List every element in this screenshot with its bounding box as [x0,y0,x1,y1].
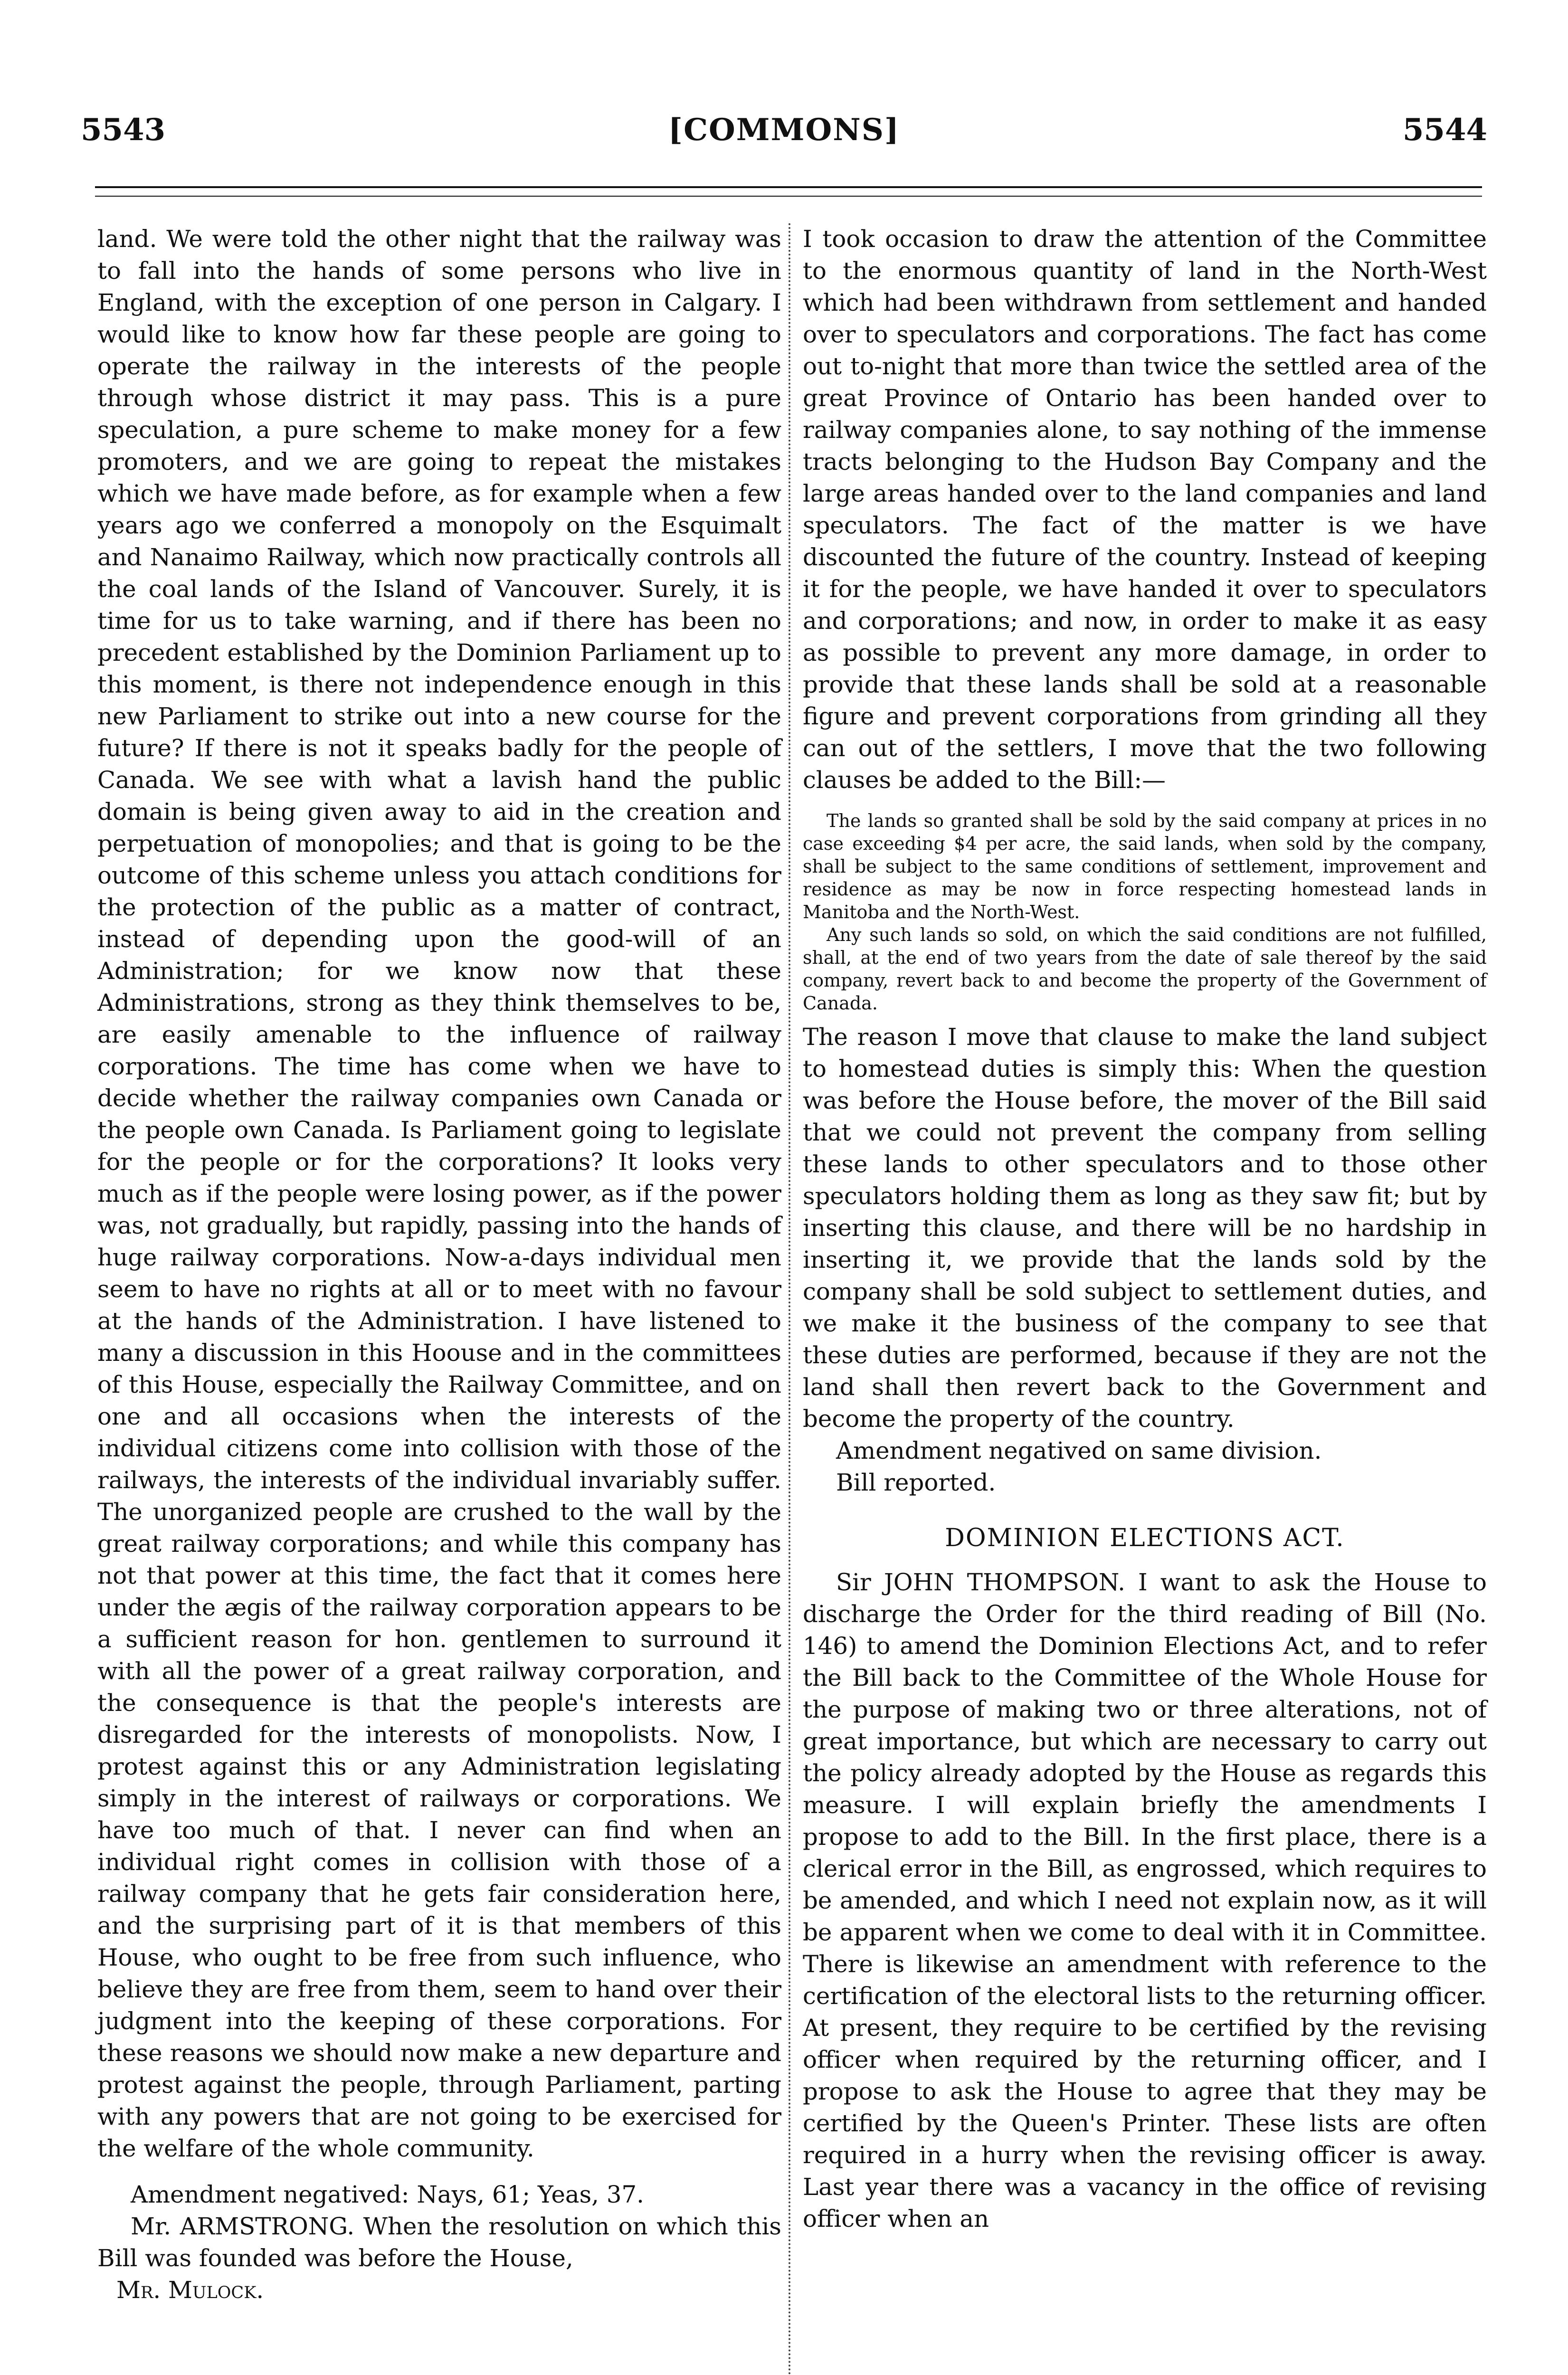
page-title: [COMMONS] [668,112,900,148]
proposed-clause-2: Any such lands so sold, on which the said conditions are not fulfilled, shall, at the end of two years from the date of sale thereof by the said company, revert back to and become the property of the Government of Canada. [803,924,1487,1014]
amendment-result: Amendment negatived: Nays, 61; Yeas, 37. [131,2181,645,2208]
page-header [0,112,1568,164]
right-paragraph-2: The reason I move that clause to make the land subject to homestead duties is simply this: When the question was before the House before, the mover of the Bill said that we could not prevent the company from selling these lands to other speculators and to those other speculators holding them as long as they saw fit; but by inserting this clause, and there will be no hardship in inserting it, we provide that the lands sold by the company shall be sold subject to settlement duties, and we make it the business of the company to see that these duties are performed, because if they are not the land shall then revert back to the Government and become the property of the country. [803,1023,1487,1433]
header-rule-thin [95,196,1482,197]
header-rule-thick [95,186,1482,188]
amendment-negatived: Amendment negatived on same division. [836,1437,1322,1464]
section-heading: DOMINION ELECTIONS ACT. [945,1524,1345,1552]
right-column [803,223,1487,2235]
column-divider [789,223,790,2375]
bill-reported: Bill reported. [836,1469,996,1496]
armstrong-speech: Mr. ARMSTRONG. When the resolution on which this Bill was founded was before the House, [97,2213,781,2272]
thompson-speech: Sir JOHN THOMPSON. I want to ask the House to discharge the Order for the third reading of Bill (No. 146) to amend the Dominion Elections Act, and to refer the Bill back to the Committee of the Whole House for the purpose of making two or three alterations, not of great importance, but which are necessary to carry out the policy already adopted by the House as regards this measure. I will explain briefly the amendments I propose to add to the Bill. In the first place, there is a clerical error in the Bill, as engrossed, which requires to be amended, and which I need not explain now, as it will be apparent when we come to deal with it in Committee. There is likewise an amendment with reference to the certification of the electoral lists to the returning officer. At present, they require to be certified by the revising officer when required by the returning officer, and I propose to ask the House to agree that they may be certified by the Queen's Printer. These lists are often required in a hurry when the revising officer is away. Last year there was a vacancy in the office of revising officer when an [803,1568,1487,2232]
running-footer-speaker: Mr. Mulock. [116,2276,264,2304]
proposed-clauses [803,809,1487,1015]
right-paragraph-1: I took occasion to draw the attention of the Committee to the enormous quantity of land in the North-West which had been withdrawn from settlement and handed over to speculators and corporations. The fact has come out to-night that more than twice the settled area of the great Province of Ontario has been handed over to railway companies alone, to say nothing of the immense tracts belonging to the Hudson Bay Company and the large areas handed over to the land companies and land speculators. The fact of the matter is we have discounted the future of the country. Instead of keeping it for the people, we have handed it over to speculators and corporations; and now, in order to make it as easy as possible to prevent any more damage, in order to provide that these lands shall be sold at a reasonable figure and prevent corporations from grinding all they can out of the settlers, I move that the two following clauses be added to the Bill:— [803,225,1487,794]
proposed-clause-1: The lands so granted shall be sold by the said company at prices in no case exceeding $4 per acre, the said lands, when sold by the company, shall be subject to the same conditions of settlement, improvement and residence as may be now in force respecting homestead lands in Manitoba and the North-West. [803,810,1487,922]
left-column [97,223,781,2306]
page-number-left: 5543 [81,112,166,148]
page-number-right: 5544 [1402,112,1487,148]
left-paragraph-1: land. We were told the other night that the railway was to fall into the hands of some persons who live in England, with the exception of one person in Calgary. I would like to know how far these people are going to operate the railway in the interests of the people through whose district it may pass. This is a pure speculation, a pure scheme to make money for a few promoters, and we are going to repeat the mistakes which we have made before, as for example when a few years ago we conferred a monopoly on the Esquimalt and Nanaimo Railway, which now practically controls all the coal lands of the Island of Vancouver. Surely, it is time for us to take warning, and if there has been no precedent established by the Dominion Parliament up to this moment, is there not independence enough in this new Parliament to strike out into a new course for the future? If there is not it speaks badly for the people of Canada. We see with what a lavish hand the public domain is being given away to aid in the creation and perpetuation of monopolies; and that is going to be the outcome of this scheme unless you attach conditions for the protection of the public as a matter of contract, instead of depending upon the good-will of an Administration; for we know now that these Administrations, strong as they think themselves to be, are easily amenable to the influence of railway corporations. The time has come when we have to decide whether the railway companies own Canada or the people own Canada. Is Parliament going to legislate for the people or for the corporations? It looks very much as if the people were losing power, as if the power was, not gradually, but rapidly, passing into the hands of huge railway corporations. Now-a-days individual men seem to have no rights at all or to meet with no favour at the hands of the Administration. I have listened to many a discussion in this Hoouse and in the committees of this House, especially the Railway Committee, and on one and all occasions when the interests of the individual citizens come into collision with those of the railways, the interests of the individual invariably suffer. The unorganized people are crushed to the wall by the great railway corporations; and while this company has not that power at this time, the fact that it comes here under the ægis of the railway corporation appears to be a sufficient reason for hon. gentlemen to surround it with all the power of a great railway corporation, and the consequence is that the people's interests are disregarded for the interests of monopolists. Now, I protest against this or any Administration legislating simply in the interest of railways or corporations. We have too much of that. I never can find when an individual right comes in collision with those of a railway company that he gets fair consideration here, and the surprising part of it is that members of this House, who ought to be free from such influence, who believe they are free from them, seem to hand over their judgment into the keeping of these corporations. For these reasons we should now make a new departure and protest against the people, through Parliament, parting with any powers that are not going to be exercised for the welfare of the whole community. [97,225,781,2162]
